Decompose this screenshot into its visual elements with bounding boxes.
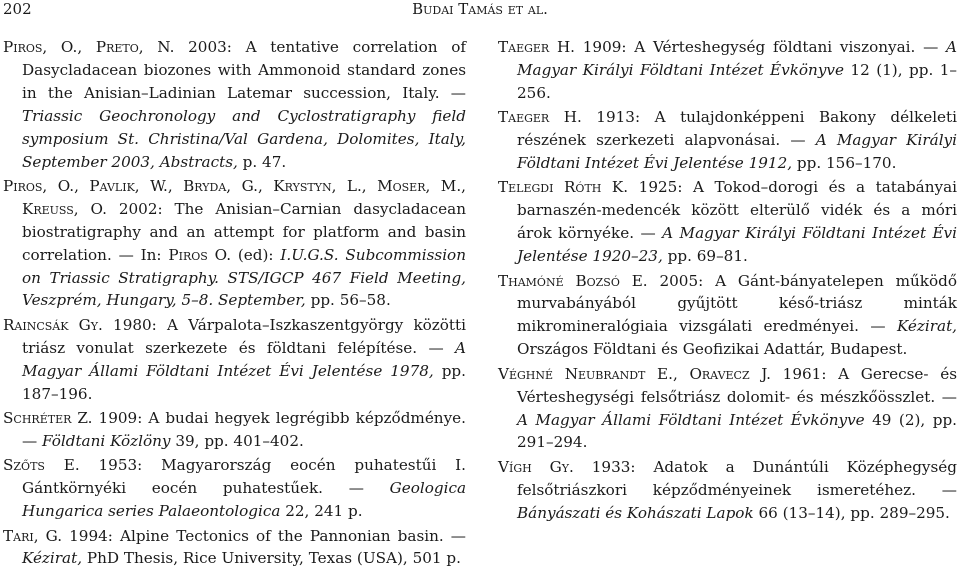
reference-source: Kézirat, (896, 317, 957, 336)
reference-authors: Szőts E. (3, 456, 80, 475)
reference-authors: Vígh Gy. (498, 457, 574, 476)
page-header (0, 0, 960, 22)
reference-authors: Tari, G. (3, 526, 63, 545)
page-number: 202 (3, 0, 32, 18)
reference-text: 1913: A tulajdonképpeni Bakony délkeleti részének szerkezeti alapvonásai. — (517, 108, 957, 150)
reference-tail: p. 47. (237, 152, 287, 171)
reference-source: I.U.G.S. Subcommission on Triassic Stratigraphy. STS/IGCP 467 Field Meeting, Veszprém, Hungary, 5–8. September, (22, 245, 466, 310)
reference-authors: Piros, O., Pavlik, W., Bryda, G., Krystyn, L., Moser, M., Kreuss, O. (3, 176, 466, 218)
reference-tail: pp. 156–170. (792, 154, 897, 173)
reference-text: 2005: A Gánt-bányatelepen működő murvabányából gyűjtött késő-triász minták mikromineralógiaia vizsgálati eredményei. — (517, 271, 957, 336)
reference-text: 1994: Alpine Tectonics of the Pannonian basin. — (62, 526, 466, 545)
reference-source: Bányászati és Kohászati Lapok (517, 503, 754, 522)
reference-tail: 22, 241 p. (280, 502, 363, 521)
reference-text: 2003: A tentative correlation of Dasycladacean biozones with Ammonoid standard zones in the Anisian–Ladinian Latemar succession, Italy. — (22, 38, 466, 102)
reference-entry (3, 407, 466, 453)
reference-entry (498, 456, 957, 525)
reference-source: A Magyar Királyi Földtani Intézet Évkönyve (517, 38, 957, 79)
reference-source: A Magyar Királyi Földtani Intézet Évi Jelentése 1912, (517, 131, 957, 173)
reference-text: O. (ed): (207, 245, 281, 264)
running-head: Budai Tamás et al. (412, 0, 548, 18)
reference-source: A Magyar Állami Földtani Intézet Évkönyve (517, 410, 865, 429)
reference-authors: Thamóné Bozsó E. (498, 271, 648, 290)
reference-source: Földtani Közlöny (42, 431, 171, 450)
reference-entry (3, 525, 466, 570)
reference-tail: pp. 56–58. (305, 291, 391, 310)
reference-authors: Raincsák Gy. (3, 315, 103, 334)
reference-text: 1961: A Gerecse- és Vérteshegységi felsőtriász dolomit- és mészkőösszlet. — (517, 364, 957, 406)
reference-text: 1953: Magyarország eocén puhatestűi I. Gántkörnyéki eocén puhatestűek. — (22, 456, 466, 498)
reference-column-left (3, 36, 466, 570)
reference-tail: 39, pp. 401–402. (170, 431, 304, 450)
reference-text: 1933: Adatok a Dunántúli Középhegység felsőtriászkori képződményeinek ismeretéhez. — (517, 457, 957, 499)
reference-tail: 12 (1), pp. 1–256. (517, 60, 957, 102)
reference-tail: 49 (2), pp. 291–294. (517, 410, 957, 452)
reference-entry (3, 36, 466, 173)
reference-tail: Országos Földtani és Geofizikai Adattár, Budapest. (517, 340, 908, 359)
reference-source: A Magyar Királyi Földtani Intézet Évi Jelentése 1920–23, (517, 224, 957, 266)
reference-entry (3, 175, 466, 312)
reference-authors: Taeger H. (498, 38, 576, 56)
reference-authors: Piros, O., Preto, N. (3, 38, 175, 56)
reference-entry (498, 36, 957, 105)
reference-column-right (498, 36, 957, 525)
reference-text: 2002: The Anisian–Carnian dasycladacean biostratigraphy and an attempt for platform and basin correlation. — In: (22, 199, 466, 264)
reference-tail: 66 (13–14), pp. 289–295. (753, 503, 950, 522)
reference-text: 1909: A budai hegyek legrégibb képződménye. — (22, 409, 466, 450)
reference-text: 1909: A Vérteshegység földtani viszonyai. — (575, 38, 947, 56)
reference-source: Geologica Hungarica series Palaeontologica (22, 479, 466, 521)
reference-authors: Véghné Neubrandt E., Oravecz J. (498, 364, 772, 383)
reference-source: Triassic Geochronology and Cyclostratigraphy field symposium St. Christina/Val Gardena, Dolomites, Italy, September 2003, Abstracts, (22, 106, 466, 171)
reference-tail: PhD Thesis, Rice University, Texas (USA), 501 p. (82, 549, 461, 568)
reference-entry (498, 363, 957, 455)
reference-editor: Piros (168, 245, 208, 264)
reference-authors: Taeger H. (498, 108, 582, 127)
reference-authors: Telegdi Róth K. (498, 178, 629, 197)
reference-entry (498, 106, 957, 175)
reference-entry (3, 314, 466, 406)
reference-entry (498, 176, 957, 268)
reference-tail: pp. 187–196. (22, 361, 466, 403)
reference-source: Kézirat, (22, 549, 83, 568)
reference-text: 1980: A Várpalota–Iszkaszentgyörgy közötti triász vonulat szerkezete és földtani felépítése. — (22, 315, 466, 357)
reference-entry (498, 270, 957, 362)
reference-source: A Magyar Állami Földtani Intézet Évi Jelentése 1978, (22, 338, 466, 380)
reference-entry (3, 454, 466, 523)
reference-text: 1925: A Tokod–dorogi és a tatabányai barnaszén-medencék között elterülő vidék és a móri árok környéke. — (517, 178, 957, 243)
reference-authors: Schréter Z. (3, 409, 93, 427)
reference-tail: pp. 69–81. (662, 247, 748, 266)
